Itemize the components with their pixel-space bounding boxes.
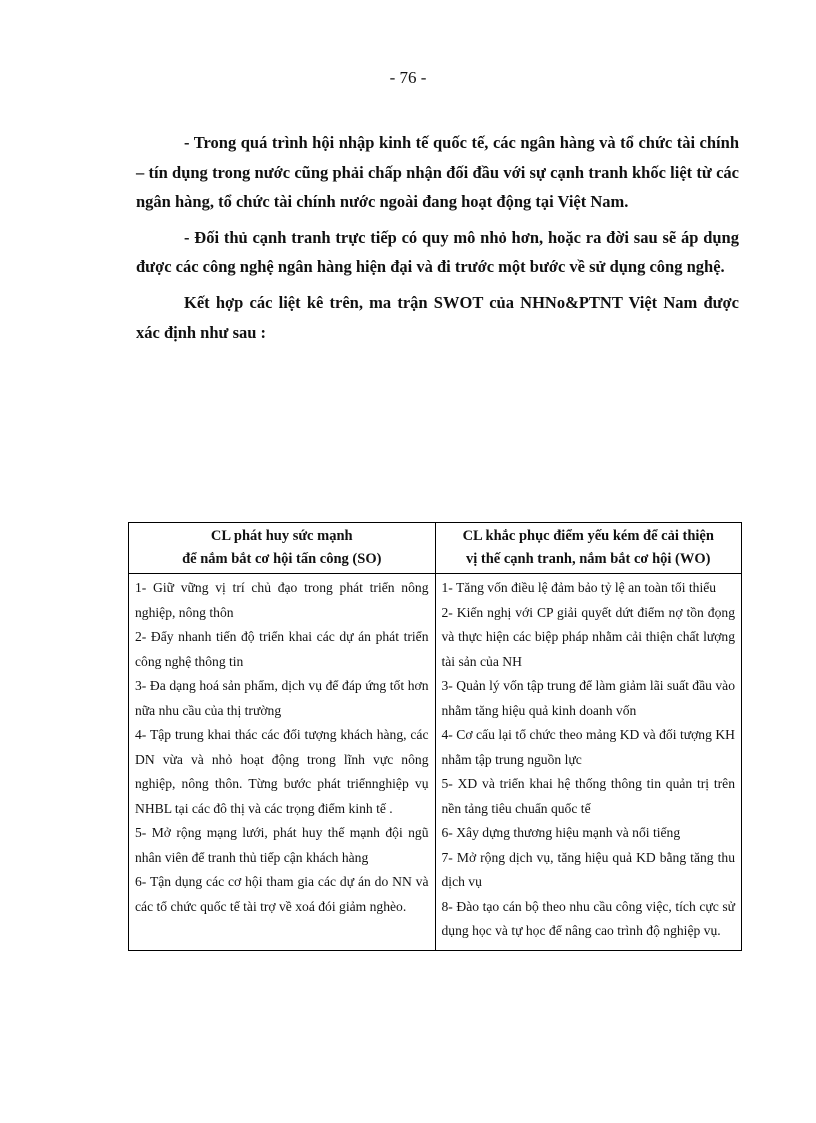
wo-item: 1- Tăng vốn điều lệ đảm bảo tỷ lệ an toàn tối thiểu — [441, 580, 717, 595]
so-header — [129, 523, 436, 574]
wo-header-line: CL khắc phục điểm yếu kém để cải thiện — [462, 528, 714, 544]
swot-table — [128, 522, 742, 951]
paragraph: Kết hợp các liệt kê trên, ma trận SWOT của NHNo&PTNT Việt Nam được xác định như sau : — [136, 292, 739, 342]
table-header-row — [129, 523, 742, 574]
so-item: 4- Tập trung khai thác các đối tượng khách hàng, các DN vừa và nhỏ hoạt động trong lĩnh vực nông nghiệp, nông thôn. Từng bước phát triểnnghiệp vụ NHBL tại các đô thị và các trọng điểm kinh tế . — [135, 727, 429, 816]
paragraph: - Trong quá trình hội nhập kinh tế quốc tế, các ngân hàng và tổ chức tài chính – tín dụng trong nước cũng phải chấp nhận đối đầu với sự cạnh tranh khốc liệt từ các ngân hàng, tổ chức tài chính nước ngoài đang hoạt động tại Việt Nam. — [136, 133, 739, 212]
wo-item: 2- Kiến nghị với CP giải quyết dứt điểm nợ tồn đọng và thực hiện các biệp pháp nhằm cải thiện chất lượng tài sản của NH — [441, 604, 735, 669]
wo-item: 5- XD và triển khai hệ thống thông tin quản trị trên nền tảng tiêu chuẩn quốc tế — [441, 776, 735, 816]
so-item: 5- Mở rộng mạng lưới, phát huy thế mạnh đội ngũ nhân viên để tranh thủ tiếp cận khách hàng — [135, 825, 429, 865]
so-item: 6- Tận dụng các cơ hội tham gia các dự án do NN và các tổ chức quốc tế tài trợ về xoá đói giảm nghèo. — [135, 874, 429, 914]
wo-item: 8- Đào tạo cán bộ theo nhu cầu công việc, tích cực sử dụng học và tự học để nâng cao trình độ nghiệp vụ. — [441, 898, 735, 938]
wo-item: 4- Cơ cấu lại tổ chức theo mảng KD và đối tượng KH nhằm tập trung nguồn lực — [441, 727, 735, 767]
paragraph: - Đối thủ cạnh tranh trực tiếp có quy mô nhỏ hơn, hoặc ra đời sau sẽ áp dụng được các công nghệ ngân hàng hiện đại và đi trước một bước về sử dụng công nghệ. — [136, 227, 739, 277]
wo-item: 7- Mở rộng dịch vụ, tăng hiệu quả KD bằng tăng thu dịch vụ — [441, 849, 735, 889]
wo-item: 6- Xây dựng thương hiệu mạnh và nổi tiếng — [441, 825, 681, 840]
table-body-row — [129, 574, 742, 951]
body-text — [136, 128, 739, 353]
page-number: - 76 - — [389, 68, 427, 87]
so-header-line: để nắm bắt cơ hội tấn công (SO) — [182, 551, 382, 567]
wo-item: 3- Quản lý vốn tập trung để làm giảm lãi suất đầu vào nhằm tăng hiệu quả kinh doanh vốn — [441, 678, 735, 718]
so-item: 2- Đẩy nhanh tiến độ triển khai các dự án phát triển công nghệ thông tin — [135, 629, 429, 669]
so-cell — [129, 574, 436, 951]
so-header-line: CL phát huy sức mạnh — [210, 528, 353, 544]
wo-header — [435, 523, 742, 574]
so-item: 3- Đa dạng hoá sản phẩm, dịch vụ để đáp ứng tốt hơn nữa nhu cầu của thị trường — [135, 678, 429, 718]
so-item: 1- Giữ vững vị trí chủ đạo trong phát triển nông nghiệp, nông thôn — [135, 580, 429, 620]
wo-header-line: vị thế cạnh tranh, nắm bắt cơ hội (WO) — [466, 551, 711, 567]
wo-cell — [435, 574, 742, 951]
